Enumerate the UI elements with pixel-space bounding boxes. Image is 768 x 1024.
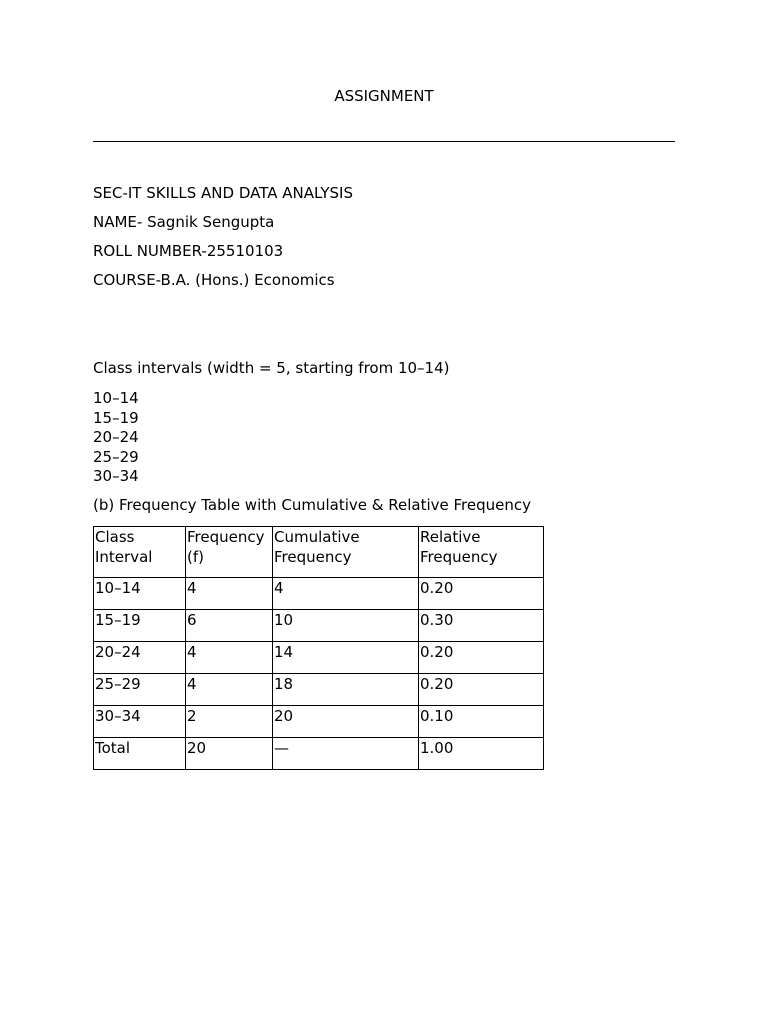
- class-interval-item: 10–14: [93, 389, 139, 407]
- page-title: ASSIGNMENT: [334, 87, 434, 105]
- table-cell: 4: [186, 674, 273, 706]
- student-info: [93, 184, 353, 300]
- class-interval-list: [93, 389, 139, 487]
- table-total-row: [94, 738, 544, 770]
- table-cell: 4: [273, 578, 419, 610]
- table-cell: 15–19: [94, 610, 186, 642]
- class-interval-item: 15–19: [93, 408, 139, 427]
- table-cell: 30–34: [94, 706, 186, 738]
- table-cell: 0.20: [419, 642, 544, 674]
- class-interval-item: 25–29: [93, 447, 139, 466]
- roll-line: ROLL NUMBER-25510103: [93, 242, 284, 260]
- class-interval-item: 20–24: [93, 428, 139, 447]
- header-frequency: Frequency (f): [186, 527, 273, 578]
- table-cell: 0.10: [419, 706, 544, 738]
- table-cell: 18: [273, 674, 419, 706]
- table-heading: (b) Frequency Table with Cumulative & Relative Frequency: [93, 496, 531, 514]
- table-cell: 6: [186, 610, 273, 642]
- header-class-interval: Class Interval: [94, 527, 186, 578]
- table-cell: 0.30: [419, 610, 544, 642]
- table-cell: 1.00: [419, 738, 544, 770]
- table-cell: —: [273, 738, 419, 770]
- header-cumulative-frequency: Cumulative Frequency: [273, 527, 419, 578]
- name-line: NAME- Sagnik Sengupta: [93, 213, 275, 231]
- table-cell: 0.20: [419, 674, 544, 706]
- course-line: COURSE-B.A. (Hons.) Economics: [93, 271, 335, 289]
- table-cell: 20: [186, 738, 273, 770]
- table-cell: 14: [273, 642, 419, 674]
- table-cell: 10–14: [94, 578, 186, 610]
- table-cell: 4: [186, 642, 273, 674]
- table-row: [94, 610, 544, 642]
- subject-line: SEC-IT SKILLS AND DATA ANALYSIS: [93, 184, 353, 202]
- table-header-row: [94, 527, 544, 578]
- table-cell: 0.20: [419, 578, 544, 610]
- table-cell: 2: [186, 706, 273, 738]
- header-relative-frequency: Relative Frequency: [419, 527, 544, 578]
- table-row: [94, 642, 544, 674]
- frequency-table: [93, 526, 544, 770]
- table-row: [94, 706, 544, 738]
- table-cell: 20–24: [94, 642, 186, 674]
- table-row: [94, 578, 544, 610]
- class-interval-item: 30–34: [93, 467, 139, 486]
- table-cell: Total: [94, 738, 186, 770]
- table-cell: 4: [186, 578, 273, 610]
- title-divider: [93, 141, 675, 142]
- table-cell: 25–29: [94, 674, 186, 706]
- class-intervals-intro: Class intervals (width = 5, starting from 10–14): [93, 359, 450, 377]
- table-row: [94, 674, 544, 706]
- table-cell: 10: [273, 610, 419, 642]
- table-cell: 20: [273, 706, 419, 738]
